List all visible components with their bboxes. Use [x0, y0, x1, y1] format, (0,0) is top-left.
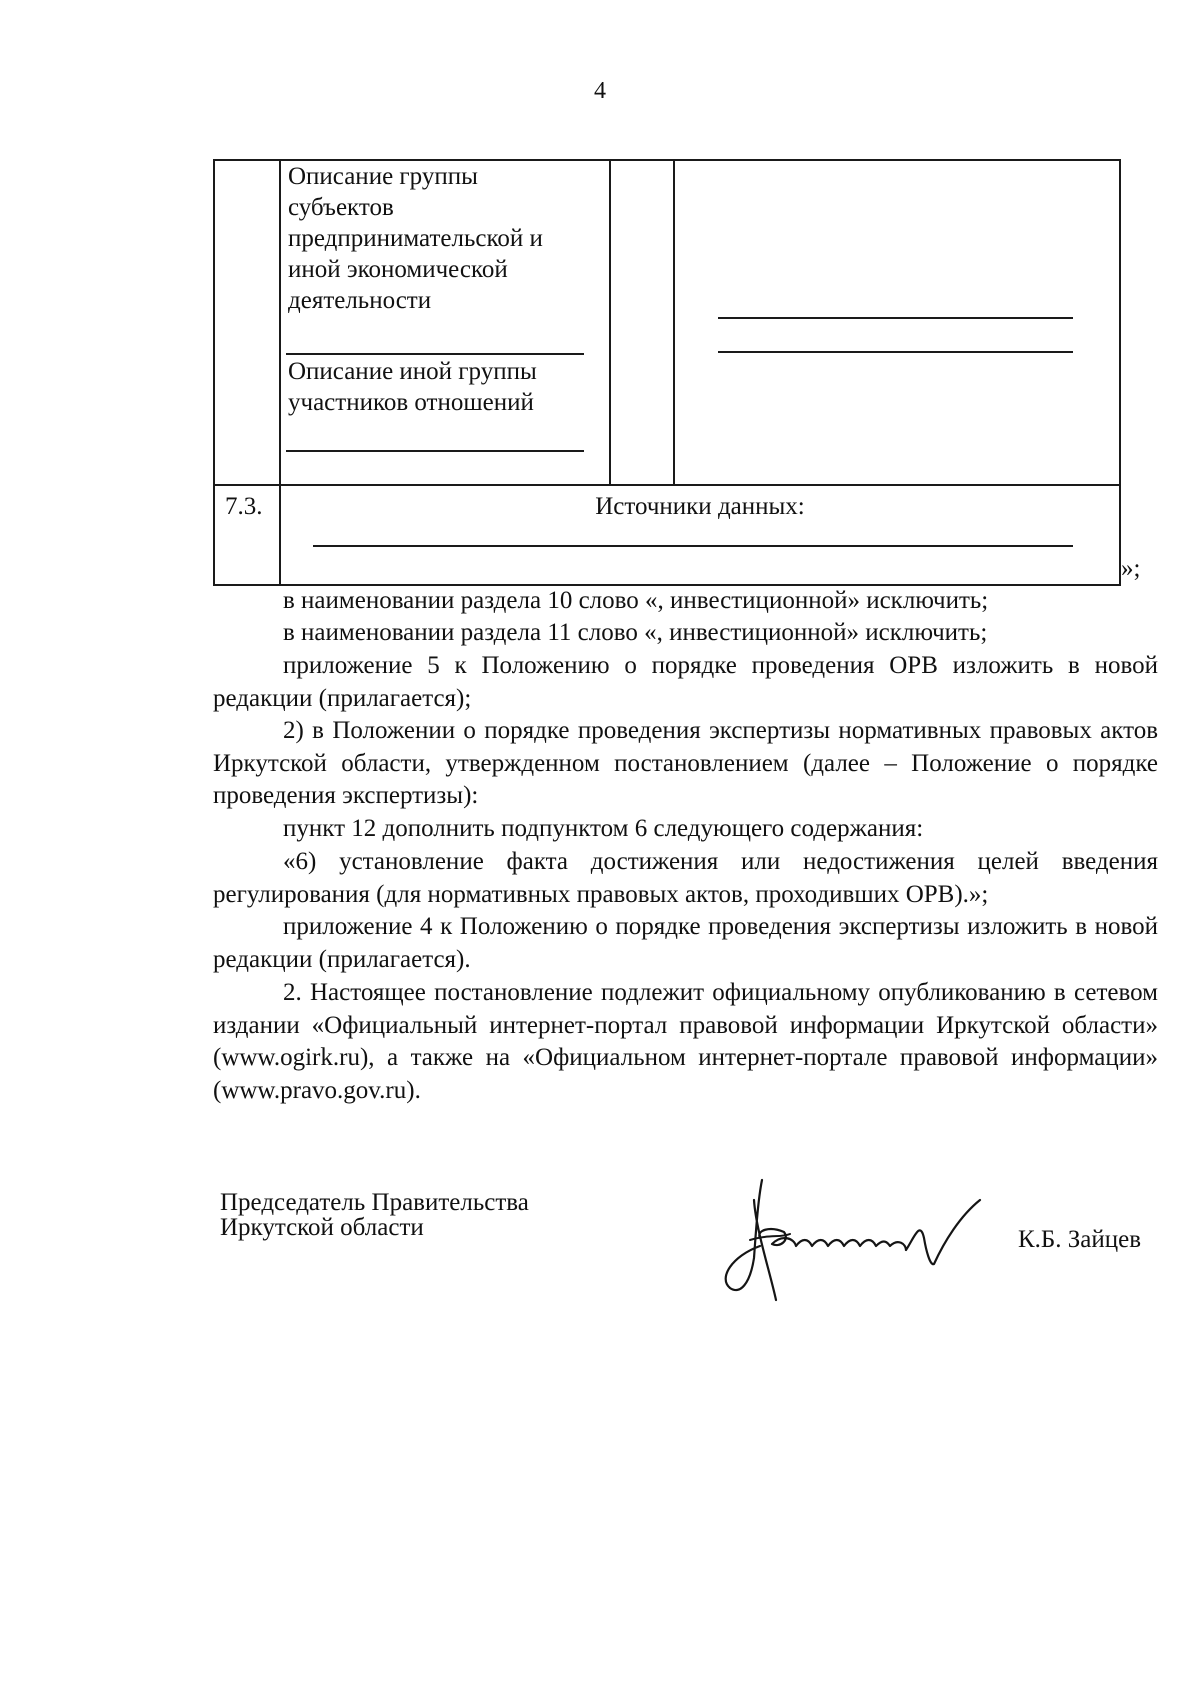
paragraph-text: приложение 4 к Положению о порядке проведения экспертизы изложить в новой редакции (прилагается).	[213, 913, 1158, 973]
paragraph-text: приложение 5 к Положению о порядке проведения ОРВ изложить в новой редакции (прилагается);	[213, 652, 1158, 712]
row-number: 7.3.	[225, 493, 263, 520]
other-group-fill-line	[286, 450, 584, 452]
sources-fill-line	[313, 545, 1073, 547]
signatory-name: К.Б. Зайцев	[1018, 1226, 1142, 1253]
paragraph	[213, 715, 1158, 813]
signatory-position-line: Иркутской области	[220, 1214, 424, 1241]
paragraph	[213, 846, 1158, 911]
value-fill-line-1	[718, 317, 1073, 319]
table	[213, 159, 1121, 586]
signatory-position	[220, 1190, 529, 1240]
group-description-line: деятельности	[288, 287, 432, 314]
paragraph-text: в наименовании раздела 10 слово «, инвестиционной» исключить;	[283, 587, 989, 614]
paragraph-text: пункт 12 дополнить подпунктом 6 следующего содержания:	[283, 815, 924, 842]
table-border-right	[1119, 159, 1121, 586]
group-description-line: иной экономической	[288, 256, 508, 283]
group-description-line: предпринимательской и	[288, 225, 543, 252]
paragraph	[213, 977, 1158, 1107]
handwritten-signature	[710, 1160, 990, 1310]
other-group-line: участников отношений	[288, 389, 534, 416]
group-description	[288, 161, 543, 316]
group-fill-line	[286, 353, 584, 355]
paragraph-text: «6) установление факта достижения или недостижения целей введения регулирования (для нормативных правовых актов, проходивших ОРВ).»;	[213, 848, 1158, 908]
group-description-line: Описание группы	[288, 163, 478, 190]
signatory-position-line: Председатель Правительства	[220, 1189, 529, 1216]
value-fill-line-2	[718, 351, 1073, 353]
table-border-left	[213, 159, 215, 586]
group-description-line: субъектов	[288, 194, 394, 221]
closing-mark: »;	[1121, 555, 1141, 582]
table-row-divider	[213, 484, 1121, 486]
paragraph	[213, 617, 1158, 650]
paragraph	[213, 650, 1158, 715]
paragraph-text: в наименовании раздела 11 слово «, инвестиционной» исключить;	[283, 619, 988, 646]
sources-label: Источники данных:	[595, 493, 805, 520]
paragraph	[213, 813, 1158, 846]
paragraph-text: 2. Настоящее постановление подлежит официальному опубликованию в сетевом издании «Официальный интернет-портал правовой информации Иркутской области» (www.ogirk.ru), а также на «Официальном интернет-портале правовой информации» (www.pravo.gov.ru).	[213, 979, 1158, 1104]
page-number: 4	[594, 78, 606, 104]
paragraph	[213, 585, 1158, 618]
other-group-line: Описание иной группы	[288, 358, 537, 385]
table-col-divider-3	[673, 159, 675, 485]
table-col-divider-2	[609, 159, 611, 485]
paragraph-text: 2) в Положении о порядке проведения экспертизы нормативных правовых актов Иркутской области, утвержденном постановлением (далее – Положение о порядке проведения экспертизы):	[213, 717, 1158, 809]
paragraph	[213, 911, 1158, 976]
other-group-description	[288, 356, 537, 418]
